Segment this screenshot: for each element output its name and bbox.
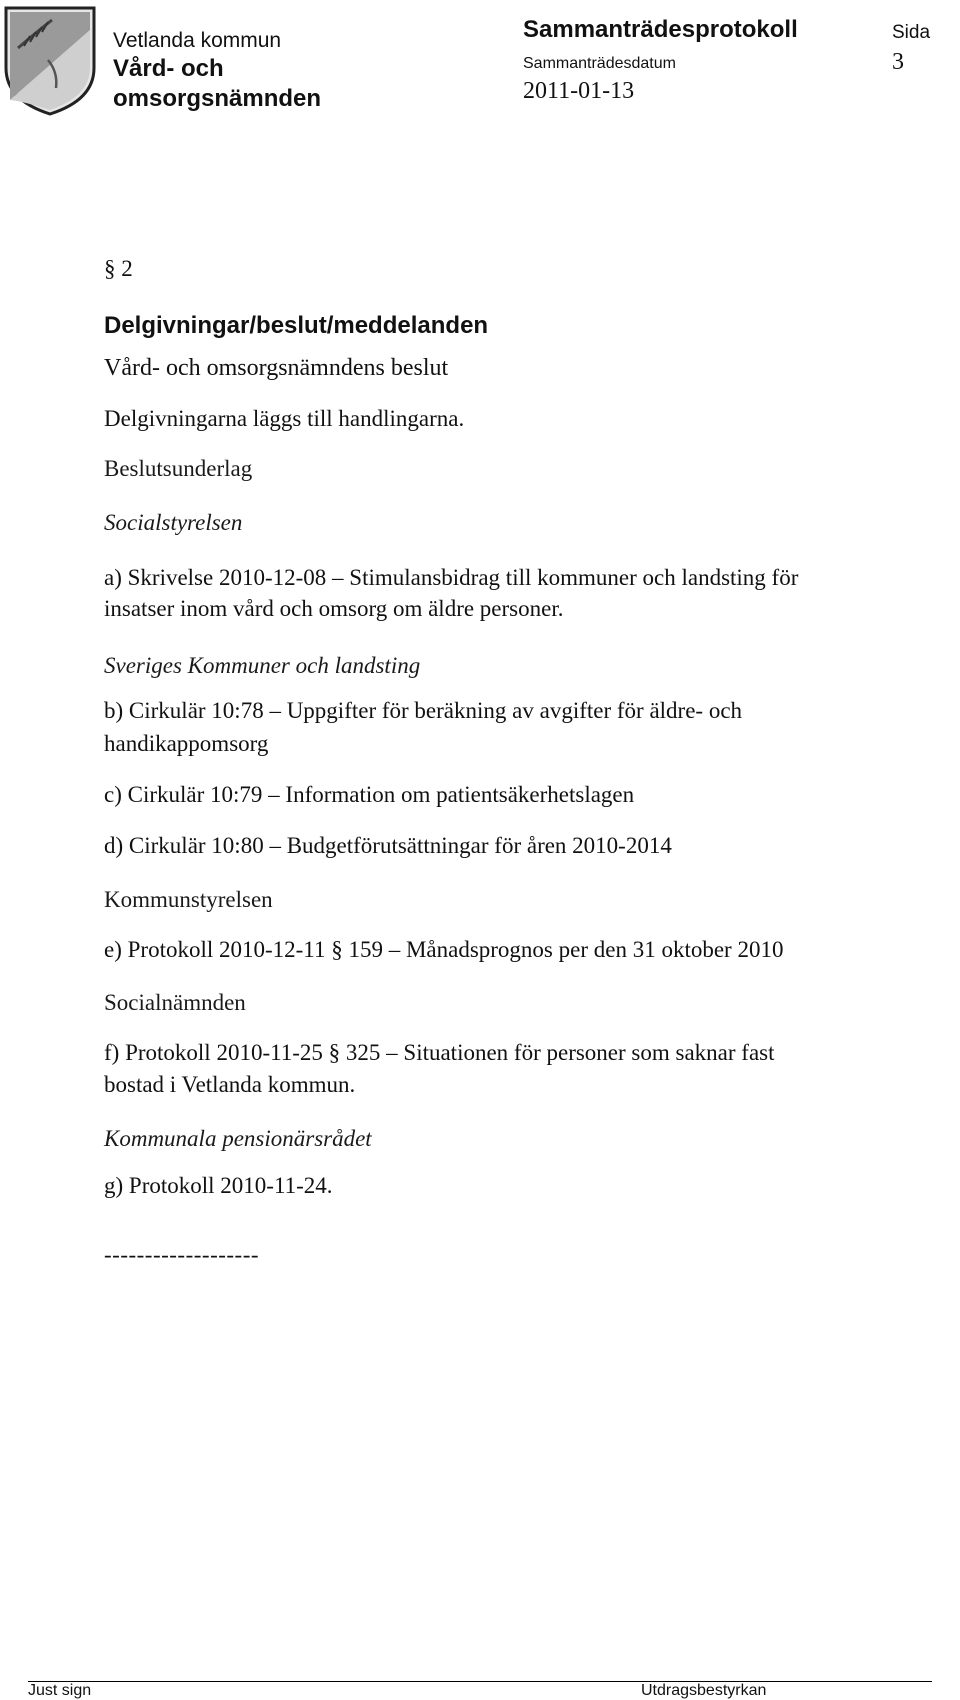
group-heading-kpr: Kommunala pensionärsrådet — [104, 1126, 372, 1151]
list-item: f) Protokoll 2010-11-25 § 325 – Situationen för personer som saknar fast — [104, 1040, 775, 1065]
group-heading-socialnamnden: Socialnämnden — [104, 990, 246, 1015]
paragraph-number: § 2 — [104, 256, 133, 281]
committee-name-line1: Vård- och — [113, 55, 224, 82]
document-title: Sammanträdesprotokoll — [523, 16, 798, 43]
group-heading-skl: Sveriges Kommuner och landsting — [104, 653, 421, 678]
list-item: b) Cirkulär 10:78 – Uppgifter för beräkning av avgifter för äldre- och — [104, 698, 743, 723]
list-item: a) Skrivelse 2010-12-08 – Stimulansbidrag till kommuner och landsting för — [104, 565, 799, 590]
list-item: bostad i Vetlanda kommun. — [104, 1072, 356, 1097]
footer-certification-label: Utdragsbestyrkan — [641, 1682, 767, 1699]
list-item: d) Cirkulär 10:80 – Budgetförutsättningar för åren 2010-2014 — [104, 833, 672, 858]
list-item: c) Cirkulär 10:79 – Information om patientsäkerhetslagen — [104, 782, 635, 807]
committee-name — [113, 54, 321, 114]
decision-text: Delgivningarna läggs till handlingarna. — [104, 406, 465, 431]
footer-signature-label: Just sign — [28, 1682, 92, 1699]
page-label: Sida — [892, 22, 931, 43]
section-title: Delgivningar/beslut/meddelanden — [104, 312, 489, 339]
municipality-name: Vetlanda kommun — [113, 29, 282, 52]
page-number: 3 — [892, 49, 904, 75]
list-item: handikappomsorg — [104, 731, 269, 756]
group-heading-socialstyrelsen: Socialstyrelsen — [104, 510, 243, 535]
committee-name-line2: omsorgsnämnden — [113, 85, 322, 112]
municipality-crest-logo — [0, 0, 100, 118]
decision-heading: Vård- och omsorgsnämndens beslut — [104, 355, 449, 381]
list-item: g) Protokoll 2010-11-24. — [104, 1173, 333, 1198]
separator-line: ------------------- — [104, 1242, 260, 1267]
footer-rule — [28, 1681, 932, 1682]
list-item: e) Protokoll 2010-12-11 § 159 – Månadsprognos per den 31 oktober 2010 — [104, 937, 784, 962]
list-item: insatser inom vård och omsorg om äldre personer. — [104, 596, 564, 621]
meeting-date: 2011-01-13 — [523, 78, 635, 104]
basis-heading: Beslutsunderlag — [104, 456, 253, 481]
group-heading-kommunstyrelsen: Kommunstyrelsen — [104, 887, 273, 912]
meeting-date-label: Sammanträdesdatum — [523, 55, 676, 72]
